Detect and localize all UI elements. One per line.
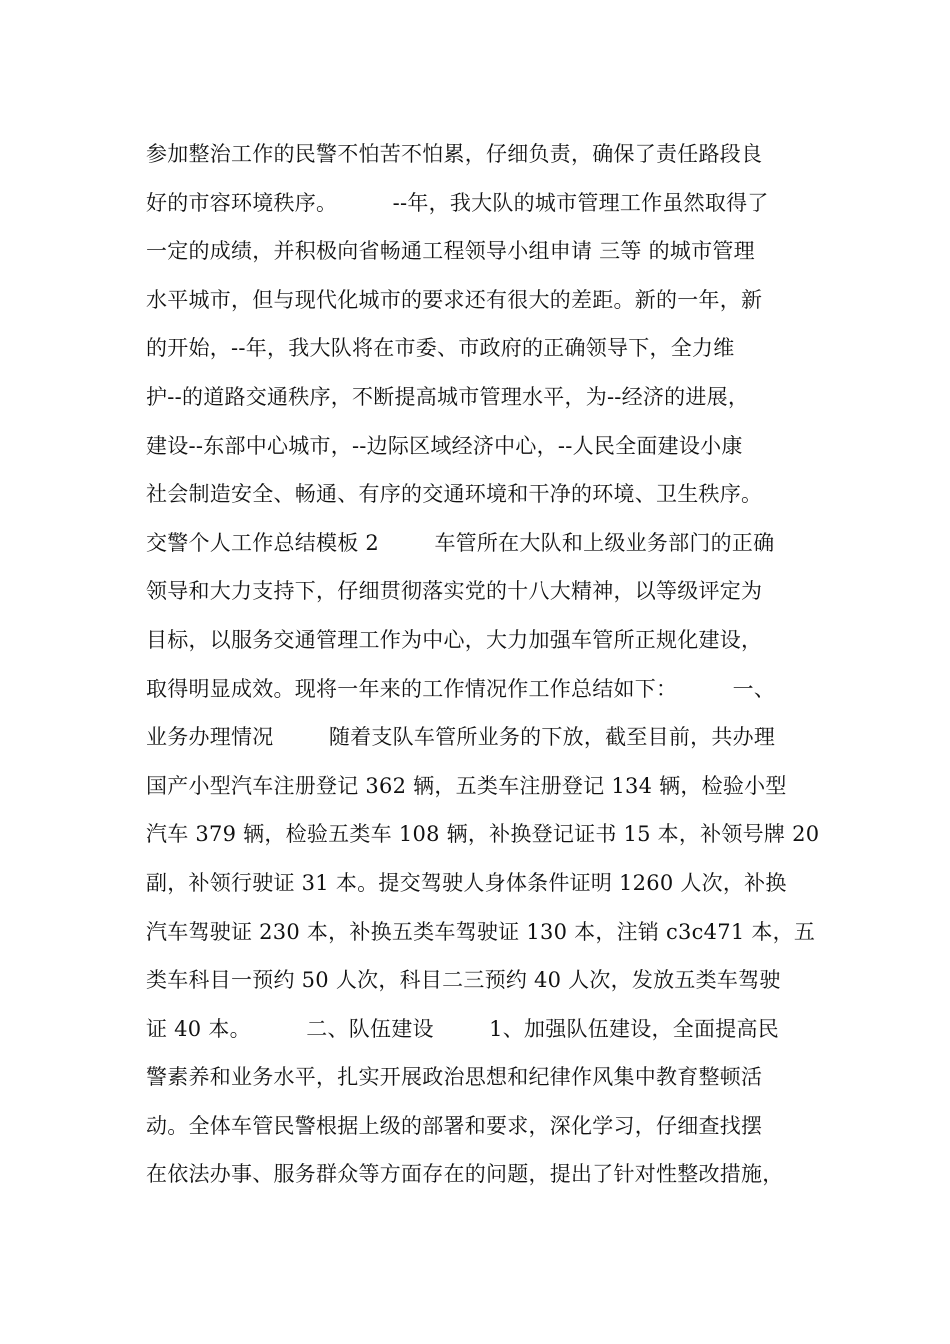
text-line: 交警个人工作总结模板 2 车管所在大队和上级业务部门的正确 — [146, 530, 775, 555]
text-line: 参加整治工作的民警不怕苦不怕累，仔细负责，确保了责任路段良 — [146, 142, 763, 166]
text-line: 在依法办事、服务群众等方面存在的问题，提出了针对性整改措施， — [146, 1162, 784, 1187]
text-line: 社会制造安全、畅通、有序的交通环境和干净的环境、卫生秩序。 — [146, 482, 763, 507]
text-line: 护--的道路交通秩序，不断提高城市管理水平，为--经济的进展， — [146, 384, 750, 409]
body-text — [146, 130, 846, 1199]
text-line: 的开始，--年，我大队将在市委、市政府的正确领导下，全力维 — [146, 336, 735, 361]
text-line: 目标，以服务交通管理工作为中心，大力加强车管所正规化建设， — [146, 627, 763, 652]
text-line: 建设--东部中心城市，--边际区域经济中心，--人民全面建设小康 — [146, 433, 743, 458]
text-line: 国产小型汽车注册登记 362 辆，五类车注册登记 134 辆，检验小型 — [146, 773, 787, 798]
text-line: 动。全体车管民警根据上级的部署和要求，深化学习，仔细查找摆 — [146, 1113, 763, 1138]
text-line: 证 40 本。 二、队伍建设 1、加强队伍建设，全面提高民 — [146, 1016, 779, 1041]
text-line: 警素养和业务水平，扎实开展政治思想和纪律作风集中教育整顿活 — [146, 1065, 763, 1090]
text-line: 汽车驾驶证 230 本，补换五类车驾驶证 130 本，注销 c3c471 本，五 — [146, 919, 816, 944]
text-line: 汽车 379 辆，检验五类车 108 辆，补换登记证书 15 本，补领号牌 20 — [146, 822, 820, 847]
text-line: 领导和大力支持下，仔细贯彻落实党的十八大精神，以等级评定为 — [146, 579, 763, 604]
text-line: 好的市容环境秩序。 --年，我大队的城市管理工作虽然取得了 — [146, 190, 769, 215]
text-line: 水平城市，但与现代化城市的要求还有很大的差距。新的一年，新 — [146, 287, 763, 312]
text-line: 业务办理情况 随着支队车管所业务的下放，截至目前，共办理 — [146, 725, 776, 750]
text-line: 取得明显成效。现将一年来的工作情况作工作总结如下： 一、 — [146, 676, 776, 701]
text-line: 类车科目一预约 50 人次，科目二三预约 40 人次，发放五类车驾驶 — [146, 968, 781, 993]
text-line: 副，补领行驶证 31 本。提交驾驶人身体条件证明 1260 人次，补换 — [146, 870, 787, 895]
text-line: 一定的成绩，并积极向省畅通工程领导小组申请 三等 的城市管理 — [146, 239, 755, 264]
